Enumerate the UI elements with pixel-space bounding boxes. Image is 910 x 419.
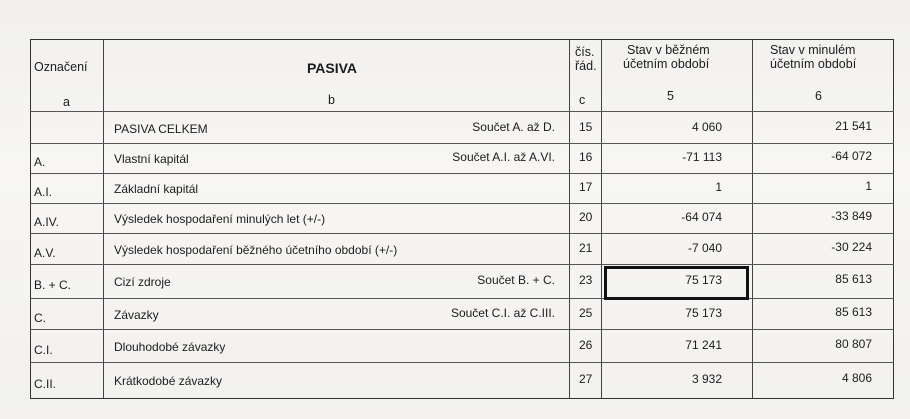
row-current-value: -71 113	[682, 150, 722, 164]
row-label: Výsledek hospodaření běžného účetního období (+/-)	[114, 243, 398, 257]
row-previous-value: 1	[865, 179, 872, 193]
row-code: C.II.	[34, 377, 57, 391]
row-current-value: -7 040	[687, 241, 722, 255]
row-label: Základní kapitál	[114, 182, 199, 196]
row-current-value: 1	[715, 180, 722, 194]
row-line-number: 17	[579, 180, 593, 194]
column-divider-a	[103, 40, 104, 398]
header-previous-line2: účetním období	[770, 57, 857, 71]
row-divider	[30, 362, 894, 363]
row-code: C.I.	[34, 343, 53, 357]
row-divider	[30, 264, 894, 265]
header-cis: čís.	[575, 45, 595, 59]
header-sub-5: 5	[667, 89, 674, 103]
row-line-number: 27	[579, 372, 593, 386]
header-sub-c: c	[579, 93, 586, 107]
row-current-value: 3 932	[691, 372, 722, 386]
row-code: B. + C.	[34, 278, 72, 292]
row-line-number: 21	[579, 241, 593, 255]
row-previous-value: 85 613	[835, 272, 872, 286]
header-rad: řád.	[575, 59, 597, 73]
header-sub-6: 6	[815, 89, 822, 103]
row-previous-value: -30 224	[831, 240, 872, 254]
row-line-number: 16	[579, 150, 593, 164]
header-previous-line1: Stav v minulém	[770, 43, 856, 57]
row-label: Vlastní kapitál	[114, 152, 189, 166]
row-divider	[30, 298, 894, 299]
row-current-value: -64 074	[681, 210, 722, 224]
row-line-number: 25	[579, 306, 593, 320]
row-line-number: 20	[579, 210, 593, 224]
row-label: PASIVA CELKEM	[114, 122, 208, 136]
row-previous-value: -64 072	[831, 149, 872, 163]
row-sum-note: Součet B. + C.	[477, 273, 555, 287]
row-code: C.	[34, 311, 46, 325]
header-sub-b: b	[328, 93, 335, 107]
row-line-number: 15	[579, 120, 593, 134]
column-divider-b	[569, 40, 570, 398]
header-current-line1: Stav v běžném	[627, 43, 710, 57]
row-divider	[30, 143, 894, 144]
header-pasiva-title: PASIVA	[307, 60, 358, 76]
row-line-number: 26	[579, 338, 593, 352]
row-sum-note: Součet A.I. až A.VI.	[452, 150, 555, 164]
row-label: Krátkodobé závazky	[114, 374, 223, 388]
row-current-value: 75 173	[685, 273, 722, 287]
row-previous-value: 21 541	[835, 119, 872, 133]
row-divider	[30, 329, 894, 330]
row-previous-value: 4 806	[841, 371, 872, 385]
row-code: A.I.	[34, 185, 53, 199]
row-previous-value: 80 807	[835, 337, 872, 351]
row-current-value: 75 173	[685, 306, 722, 320]
header-sub-a: a	[63, 95, 70, 109]
row-code: A.IV.	[34, 215, 59, 229]
highlight-box	[604, 266, 749, 300]
row-label: Dlouhodobé závazky	[114, 340, 226, 354]
row-code: A.	[34, 155, 46, 169]
column-divider-5	[752, 40, 753, 398]
row-line-number: 23	[579, 273, 593, 287]
row-divider	[30, 203, 894, 204]
row-sum-note: Součet A. až D.	[472, 120, 555, 134]
row-current-value: 4 060	[691, 120, 722, 134]
row-divider	[30, 233, 894, 234]
row-divider	[30, 173, 894, 174]
row-current-value: 71 241	[685, 338, 722, 352]
row-previous-value: -33 849	[831, 209, 872, 223]
row-previous-value: 85 613	[835, 305, 872, 319]
row-sum-note: Součet C.I. až C.III.	[450, 306, 555, 320]
row-label: Výsledek hospodaření minulých let (+/-)	[114, 212, 326, 226]
row-code: A.V.	[34, 246, 56, 260]
row-label: Závazky	[114, 308, 159, 322]
header-oznaceni: Označení	[34, 60, 88, 74]
row-label: Cizí zdroje	[114, 275, 171, 289]
header-current-line2: účetním období	[623, 57, 710, 71]
header-bottom-line	[30, 111, 894, 112]
column-divider-c	[601, 40, 602, 398]
